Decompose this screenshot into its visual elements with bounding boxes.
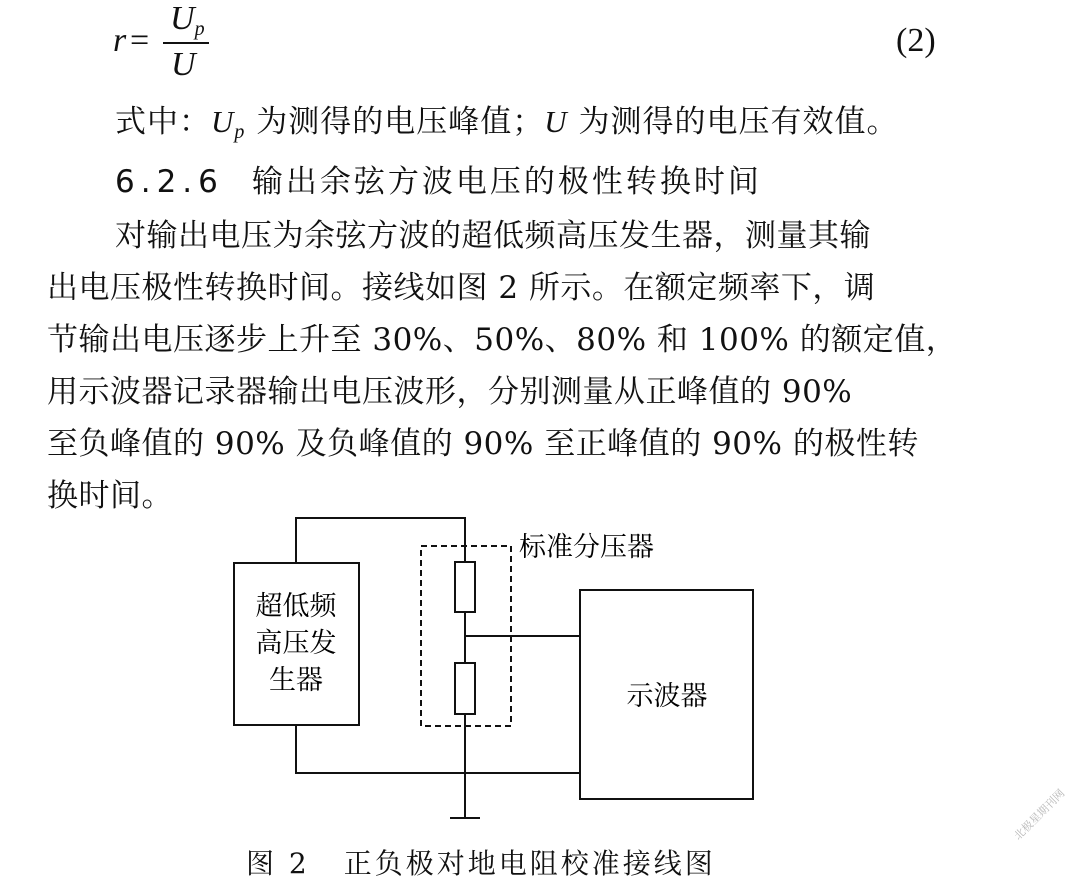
divider-label: 标准分压器 [519, 532, 654, 563]
paragraph-line: 出电压极性转换时间。接线如图 2 所示。在额定频率下，调 [47, 270, 876, 306]
equation-lhs: r [113, 22, 127, 59]
upper-resistor [455, 562, 475, 612]
figure-number: 图 2 [246, 847, 310, 880]
where-var2: U [544, 104, 568, 139]
paragraph-line: 用示波器记录器输出电压波形，分别测量从正峰值的 90% [47, 374, 853, 410]
lower-resistor [455, 663, 475, 714]
return-wire [296, 725, 580, 773]
paragraph-line: 节输出电压逐步上升至 30%、50%、80% 和 100% 的额定值， [47, 322, 958, 358]
where-text2: 为测得的电压有效值。 [567, 104, 899, 140]
equation-number: (2) [896, 22, 936, 59]
equation-denominator: U [171, 46, 196, 83]
where-prefix: 式中： [115, 104, 211, 140]
paragraph-line: 至负峰值的 90% 及负峰值的 90% 至正峰值的 90% 的极性转 [47, 426, 919, 462]
equation-numerator-sub: p [194, 18, 205, 40]
equation-numerator-var: U [170, 0, 195, 37]
where-var1-sub: p [234, 121, 246, 143]
oscilloscope-label: 示波器 [626, 681, 708, 712]
top-wire [296, 518, 465, 563]
figure-title: 正负极对地电阻校准接线图 [343, 847, 716, 880]
generator-label-line: 生器 [269, 665, 323, 696]
where-text1: 为测得的电压峰值； [245, 104, 545, 140]
paragraph-line: 对输出电压为余弦方波的超低频高压发生器，测量其输 [115, 218, 871, 254]
equation-equals: = [130, 22, 150, 59]
generator-label-line: 超低频 [255, 591, 337, 622]
figure-caption [246, 842, 716, 882]
section-title: 输出余弦方波电压的极性转换时间 [251, 164, 762, 200]
generator-label-line: 高压发 [255, 628, 337, 659]
section-number: 6.2.6 [115, 164, 224, 200]
watermark: 北极星期刊网 [1011, 786, 1068, 843]
where-var1: U [211, 104, 235, 139]
paragraph-line: 换时间。 [47, 478, 173, 514]
